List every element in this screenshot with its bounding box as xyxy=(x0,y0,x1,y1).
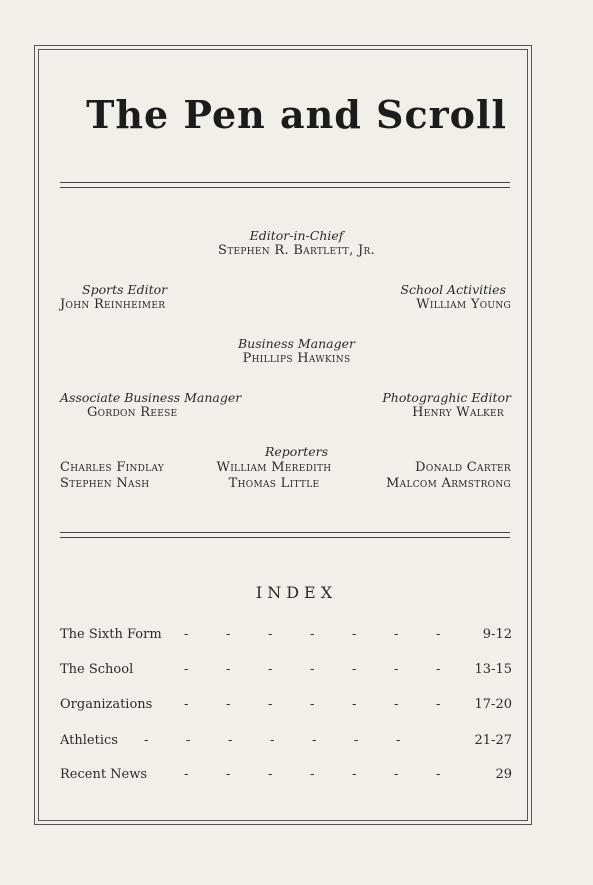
leader-dash: - xyxy=(436,662,441,677)
leader-dash: - xyxy=(352,662,357,677)
leader-dash: - xyxy=(184,697,189,712)
leader-dash: - xyxy=(396,733,401,748)
reporter-name: Stephen Nash xyxy=(60,476,150,491)
index-entry xyxy=(60,662,512,680)
reporter-name: Donald Carter xyxy=(415,460,511,475)
index-entry xyxy=(60,767,512,785)
editor-in-chief-name: Stephen R. Bartlett, Jr. xyxy=(218,243,375,258)
leader-dash: - xyxy=(310,767,315,782)
leader-dash: - xyxy=(436,697,441,712)
leader-dash: - xyxy=(268,627,273,642)
leader-dash: - xyxy=(226,697,231,712)
leader-dash: - xyxy=(268,662,273,677)
leader-dash: - xyxy=(394,627,399,642)
leader-dash: - xyxy=(226,627,231,642)
leader-dash: - xyxy=(394,662,399,677)
leader-dash: - xyxy=(310,627,315,642)
leader-dash: - xyxy=(268,767,273,782)
reporter-name: Thomas Little xyxy=(228,476,320,491)
index-entry-pages: 9-12 xyxy=(482,627,512,642)
leader-dash: - xyxy=(268,697,273,712)
index-entry xyxy=(60,627,512,645)
index-entry-label: Athletics xyxy=(60,733,118,748)
index-entry xyxy=(60,697,512,715)
photographic-editor-role: Photograghic Editor xyxy=(382,390,511,405)
index-entry-label: Recent News xyxy=(60,767,148,782)
editor-in-chief-role: Editor-in-Chief xyxy=(249,228,344,243)
leader-dash: - xyxy=(184,627,189,642)
index-entry-pages: 21-27 xyxy=(474,733,512,748)
leader-dash: - xyxy=(186,733,191,748)
leader-dash: - xyxy=(352,767,357,782)
leader-dash: - xyxy=(228,733,233,748)
index-entry-pages: 17-20 xyxy=(474,697,512,712)
business-manager-name: Phillips Hawkins xyxy=(242,351,351,366)
leader-dash: - xyxy=(226,662,231,677)
leader-dash: - xyxy=(144,733,149,748)
index-entry-pages: 13-15 xyxy=(474,662,512,677)
index-entry xyxy=(60,733,512,751)
leader-dash: - xyxy=(354,733,359,748)
business-manager-role: Business Manager xyxy=(237,336,356,351)
leader-dash: - xyxy=(184,662,189,677)
index-entry-label: The Sixth Form xyxy=(60,627,162,642)
reporter-name: Malcom Armstrong xyxy=(386,476,511,491)
leader-dash: - xyxy=(310,697,315,712)
index-entry-pages: 29 xyxy=(495,767,512,782)
associate-business-manager-role: Associate Business Manager xyxy=(60,390,242,405)
photographic-editor-name: Henry Walker xyxy=(412,405,504,420)
leader-dash: - xyxy=(270,733,275,748)
leader-dash: - xyxy=(184,767,189,782)
leader-dash: - xyxy=(310,662,315,677)
school-activities-name: William Young xyxy=(416,297,511,312)
leader-dash: - xyxy=(436,627,441,642)
index-entry-label: The School xyxy=(60,662,134,677)
leader-dash: - xyxy=(394,767,399,782)
top-double-rule xyxy=(60,182,510,188)
sports-editor-role: Sports Editor xyxy=(82,282,168,297)
index-title: INDEX xyxy=(255,583,338,602)
leader-dash: - xyxy=(352,697,357,712)
reporter-name: William Meredith xyxy=(216,460,332,475)
school-activities-role: School Activities xyxy=(400,282,506,297)
publication-title: The Pen and Scroll xyxy=(86,92,507,137)
leader-dash: - xyxy=(312,733,317,748)
bottom-double-rule xyxy=(60,532,510,538)
associate-business-manager-name: Gordon Reese xyxy=(87,405,178,420)
leader-dash: - xyxy=(352,627,357,642)
index-entry-label: Organizations xyxy=(60,697,153,712)
leader-dash: - xyxy=(436,767,441,782)
reporter-name: Charles Findlay xyxy=(60,460,165,475)
leader-dash: - xyxy=(394,697,399,712)
reporters-role: Reporters xyxy=(264,444,329,459)
sports-editor-name: John Reinheimer xyxy=(60,297,166,312)
leader-dash: - xyxy=(226,767,231,782)
